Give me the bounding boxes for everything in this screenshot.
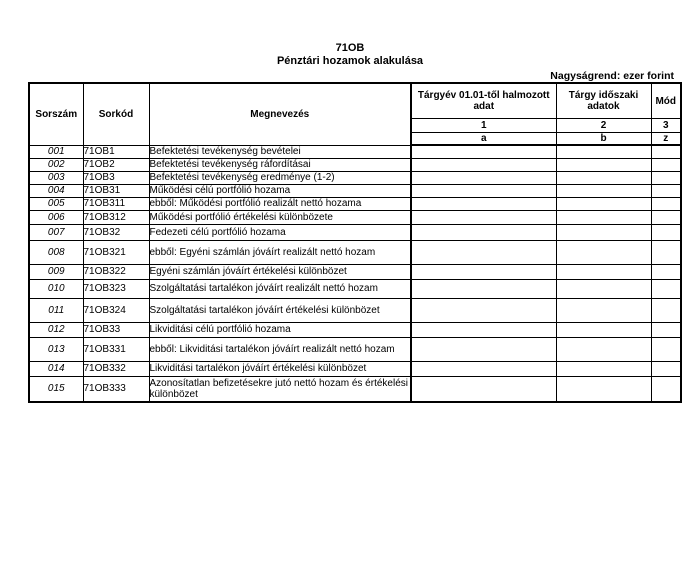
header-col2-num: 2 xyxy=(556,119,651,133)
row-value-col1[interactable] xyxy=(411,279,556,298)
row-sorkod: 71OB332 xyxy=(83,361,149,376)
table-row xyxy=(29,322,681,337)
row-value-col3[interactable] xyxy=(651,158,681,171)
row-value-col3[interactable] xyxy=(651,279,681,298)
row-value-col3[interactable] xyxy=(651,145,681,158)
row-sorkod: 71OB1 xyxy=(83,145,149,158)
row-value-col2[interactable] xyxy=(556,264,651,279)
row-value-col1[interactable] xyxy=(411,264,556,279)
row-value-col1[interactable] xyxy=(411,376,556,402)
row-megnevezes: Működési portfólió értékelési különbözete xyxy=(149,210,411,224)
header-megnevezes: Megnevezés xyxy=(149,83,411,145)
form-title: Pénztári hozamok alakulása xyxy=(276,55,424,67)
header-col3-title: Mód xyxy=(651,83,681,119)
header-sorszam: Sorszám xyxy=(29,83,83,145)
table-row xyxy=(29,298,681,322)
row-value-col2[interactable] xyxy=(556,337,651,361)
row-megnevezes: ebből: Egyéni számlán jóváírt realizált nettó hozam xyxy=(149,240,411,264)
unit-label: Nagyságrend: ezer forint xyxy=(550,70,674,82)
row-sorszam: 002 xyxy=(29,158,83,171)
header-col3-letter: z xyxy=(651,133,681,146)
header-col3-num: 3 xyxy=(651,119,681,133)
row-sorszam: 004 xyxy=(29,184,83,197)
row-value-col1[interactable] xyxy=(411,224,556,240)
row-value-col3[interactable] xyxy=(651,264,681,279)
row-value-col2[interactable] xyxy=(556,224,651,240)
header-sorkod: Sorkód xyxy=(83,83,149,145)
row-megnevezes: Likviditási tartalékon jóváírt értékelési különbözet xyxy=(149,361,411,376)
row-sorkod: 71OB324 xyxy=(83,298,149,322)
row-value-col3[interactable] xyxy=(651,322,681,337)
row-value-col2[interactable] xyxy=(556,240,651,264)
row-sorkod: 71OB2 xyxy=(83,158,149,171)
header-col1-letter: a xyxy=(411,133,556,146)
row-value-col1[interactable] xyxy=(411,240,556,264)
row-value-col3[interactable] xyxy=(651,337,681,361)
row-megnevezes: Szolgáltatási tartalékon jóváírt realizált nettó hozam xyxy=(149,279,411,298)
row-sorszam: 011 xyxy=(29,298,83,322)
table-row xyxy=(29,337,681,361)
report-table xyxy=(28,82,682,403)
row-value-col3[interactable] xyxy=(651,184,681,197)
row-megnevezes: Likviditási célú portfólió hozama xyxy=(149,322,411,337)
row-value-col1[interactable] xyxy=(411,322,556,337)
table-row xyxy=(29,145,681,158)
table-row xyxy=(29,197,681,210)
row-megnevezes: Befektetési tevékenység bevételei xyxy=(149,145,411,158)
row-value-col3[interactable] xyxy=(651,210,681,224)
row-value-col1[interactable] xyxy=(411,210,556,224)
table-row xyxy=(29,184,681,197)
row-sorkod: 71OB33 xyxy=(83,322,149,337)
row-megnevezes: ebből: Működési portfólió realizált nettó hozama xyxy=(149,197,411,210)
row-megnevezes: ebből: Likviditási tartalékon jóváírt realizált nettó hozam xyxy=(149,337,411,361)
row-value-col2[interactable] xyxy=(556,145,651,158)
table-row xyxy=(29,361,681,376)
row-sorkod: 71OB321 xyxy=(83,240,149,264)
row-megnevezes: Fedezeti célú portfólió hozama xyxy=(149,224,411,240)
table-row xyxy=(29,279,681,298)
row-sorszam: 014 xyxy=(29,361,83,376)
row-megnevezes: Befektetési tevékenység eredménye (1-2) xyxy=(149,171,411,184)
form-code: 71OB xyxy=(335,42,365,54)
row-sorszam: 012 xyxy=(29,322,83,337)
row-value-col3[interactable] xyxy=(651,376,681,402)
row-value-col2[interactable] xyxy=(556,298,651,322)
row-sorszam: 010 xyxy=(29,279,83,298)
row-value-col3[interactable] xyxy=(651,298,681,322)
row-sorszam: 006 xyxy=(29,210,83,224)
row-value-col2[interactable] xyxy=(556,171,651,184)
table-row xyxy=(29,224,681,240)
row-value-col3[interactable] xyxy=(651,361,681,376)
row-value-col2[interactable] xyxy=(556,158,651,171)
row-sorszam: 007 xyxy=(29,224,83,240)
row-sorkod: 71OB311 xyxy=(83,197,149,210)
row-value-col2[interactable] xyxy=(556,361,651,376)
table-row xyxy=(29,171,681,184)
table-row xyxy=(29,264,681,279)
row-value-col3[interactable] xyxy=(651,171,681,184)
table-row xyxy=(29,158,681,171)
row-sorszam: 001 xyxy=(29,145,83,158)
table-row xyxy=(29,376,681,402)
row-value-col1[interactable] xyxy=(411,171,556,184)
row-value-col2[interactable] xyxy=(556,376,651,402)
row-sorkod: 71OB333 xyxy=(83,376,149,402)
row-value-col1[interactable] xyxy=(411,145,556,158)
row-megnevezes: Azonosítatlan befizetésekre jutó nettó hozam és értékelési különbözet xyxy=(149,376,411,402)
row-sorszam: 013 xyxy=(29,337,83,361)
row-sorszam: 009 xyxy=(29,264,83,279)
row-value-col1[interactable] xyxy=(411,197,556,210)
row-value-col2[interactable] xyxy=(556,184,651,197)
row-sorkod: 71OB312 xyxy=(83,210,149,224)
row-value-col1[interactable] xyxy=(411,298,556,322)
row-sorszam: 008 xyxy=(29,240,83,264)
row-sorkod: 71OB31 xyxy=(83,184,149,197)
row-value-col3[interactable] xyxy=(651,240,681,264)
row-sorkod: 71OB331 xyxy=(83,337,149,361)
row-value-col2[interactable] xyxy=(556,197,651,210)
row-megnevezes: Egyéni számlán jóváírt értékelési különbözet xyxy=(149,264,411,279)
row-value-col3[interactable] xyxy=(651,197,681,210)
header-col2-title: Tárgy időszaki adatok xyxy=(556,83,651,119)
header-col1-num: 1 xyxy=(411,119,556,133)
row-sorszam: 015 xyxy=(29,376,83,402)
row-megnevezes: Működési célú portfólió hozama xyxy=(149,184,411,197)
header-col1-title: Tárgyév 01.01-től halmozott adat xyxy=(411,83,556,119)
table-row xyxy=(29,210,681,224)
row-value-col2[interactable] xyxy=(556,279,651,298)
row-value-col1[interactable] xyxy=(411,337,556,361)
row-value-col3[interactable] xyxy=(651,224,681,240)
header-col2-letter: b xyxy=(556,133,651,146)
row-sorszam: 005 xyxy=(29,197,83,210)
row-megnevezes: Szolgáltatási tartalékon jóváírt értékelési különbözet xyxy=(149,298,411,322)
row-sorkod: 71OB323 xyxy=(83,279,149,298)
row-sorszam: 003 xyxy=(29,171,83,184)
row-value-col2[interactable] xyxy=(556,210,651,224)
row-sorkod: 71OB3 xyxy=(83,171,149,184)
row-megnevezes: Befektetési tevékenység ráfordításai xyxy=(149,158,411,171)
row-value-col1[interactable] xyxy=(411,361,556,376)
row-sorkod: 71OB322 xyxy=(83,264,149,279)
row-sorkod: 71OB32 xyxy=(83,224,149,240)
table-row xyxy=(29,240,681,264)
row-value-col2[interactable] xyxy=(556,322,651,337)
row-value-col1[interactable] xyxy=(411,158,556,171)
row-value-col1[interactable] xyxy=(411,184,556,197)
